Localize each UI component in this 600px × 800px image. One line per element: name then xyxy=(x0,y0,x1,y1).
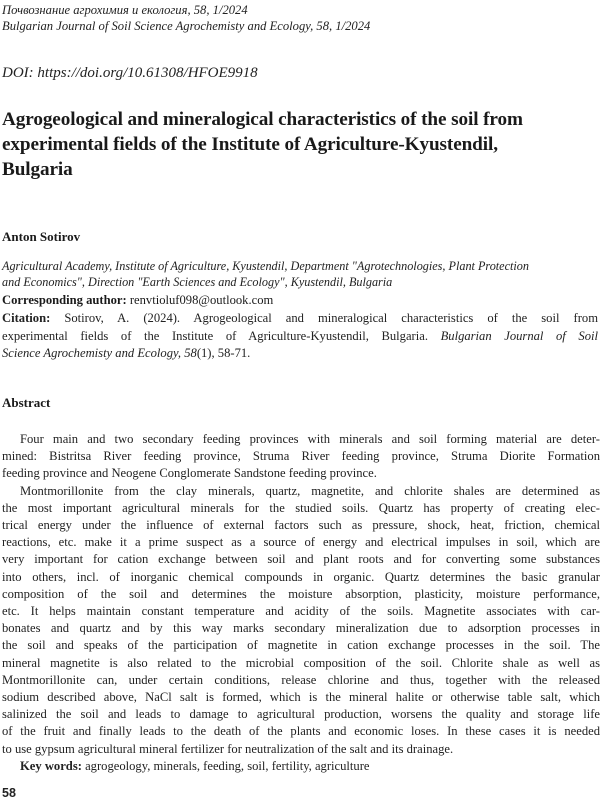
journal-name-english: Bulgarian Journal of Soil Science Agrochemisty and Ecology, 58, 1/2024 xyxy=(2,19,371,33)
title-line: experimental fields of the Institute of Agriculture-Kyustendil, xyxy=(2,134,498,155)
affiliation-line: Agricultural Academy, Institute of Agriculture, Kyustendil, Department "Agrotechnologies, Plant Protection xyxy=(2,259,529,273)
abstract-line: etc. It helps maintain constant temperature and acidity of the soils. Magnetite associates with car- xyxy=(2,604,600,619)
citation-line xyxy=(2,345,598,363)
abstract-line: the soil and speaks of the participation of magnetite in cation exchange processes in the soil. The xyxy=(2,638,600,653)
corresponding-author-email[interactable]: renvtioluf098@outlook.com xyxy=(129,293,274,307)
author-name: Anton Sotirov xyxy=(2,229,81,244)
abstract-line: reactions, etc. make it a prime suspect as a source of energy and electrical impulses in soil, which are xyxy=(2,535,600,550)
abstract-line: very important for cation exchange between soil and plant roots and for converting some substances xyxy=(2,552,600,567)
title-line: Bulgaria xyxy=(2,159,73,180)
article-title xyxy=(2,107,600,182)
keywords-list: agrogeology, minerals, feeding, soil, fertility, agriculture xyxy=(85,758,370,773)
abstract-line: of the fruit and finally leads to the death of the plants and economic loses. In these cases it is needed xyxy=(2,724,600,739)
keywords xyxy=(2,758,600,775)
citation-label: Citation: xyxy=(2,311,51,325)
abstract-body xyxy=(2,431,600,775)
citation-volume: 58 xyxy=(184,346,197,360)
journal-name-bulgarian: Почвознание агрохимия и екология, 58, 1/2024 xyxy=(2,3,248,17)
citation-block xyxy=(2,310,598,363)
citation-line xyxy=(2,328,598,346)
affiliation-line: and Economics", Direction "Earth Sciences and Ecology", Kyustendil, Bulgaria xyxy=(2,275,393,289)
title-line: Agrogeological and mineralogical characteristics of the soil from xyxy=(2,109,523,130)
corresponding-author xyxy=(2,293,273,308)
abstract-line: sodium described above, NaCl salt is formed, which is the mineral halite or otherwise table salt, which xyxy=(2,690,600,705)
abstract-line: trical energy under the influence of external factors such as pressure, shock, heat, friction, chemical xyxy=(2,518,600,533)
abstract-line: composition of the soil and determines the moisture absorption, plasticity, moisture performance, xyxy=(2,586,600,601)
doi-link[interactable]: DOI: https://doi.org/10.61308/HFOE9918 xyxy=(2,65,258,81)
abstract-line: salinized the soil and leads to damage to agricultural production, worsens the quality and storage life xyxy=(2,707,600,722)
abstract-line: mineral magnetite is also related to the microbial composition of the soil. Chlorite shale as well as xyxy=(2,655,600,670)
citation-text: Sotirov, A. (2024). Agrogeological and mineralogical characteristics of the soil from xyxy=(64,311,598,325)
corresponding-author-label: Corresponding author: xyxy=(2,293,127,307)
citation-line xyxy=(2,310,598,328)
abstract-line: Four main and two secondary feeding provinces with minerals and soil forming material are deter- xyxy=(20,432,600,446)
citation-journal: Bulgarian Journal of Soil xyxy=(440,328,598,343)
abstract-line: into others, incl. of inorganic chemical compounds in organic. Quartz determines the basic granular xyxy=(2,569,600,584)
citation-text: experimental fields of the Institute of Agriculture-Kyustendil, Bulgaria. xyxy=(2,328,428,343)
abstract-line: bonates and quartz and by this way marks secondary mineralization due to adsorption processes in xyxy=(2,621,600,636)
citation-pages: (1), 58-71. xyxy=(196,346,251,360)
author-affiliation xyxy=(2,258,600,290)
abstract-line: to use gypsum agricultural mineral fertilizer for neutralization of the salt and its drainage. xyxy=(2,741,454,756)
abstract-heading: Abstract xyxy=(2,395,51,410)
abstract-line: Montmorillonite can, under certain conditions, release chlorine and thus, together with the released xyxy=(2,672,600,687)
page-number: 58 xyxy=(2,786,16,800)
abstract-line: the most important agricultural minerals for the studied soils. Quartz has property of creating elec- xyxy=(2,500,600,515)
keywords-label: Key words: xyxy=(20,758,82,773)
abstract-line: feeding province and Neogene Conglomerate Sandstone feeding province. xyxy=(2,466,377,481)
abstract-line: Montmorillonite from the clay minerals, quartz, magnetite, and chlorite shales are determined as xyxy=(20,483,600,498)
citation-journal: Science Agrochemisty and Ecology, xyxy=(2,346,182,360)
abstract-line: mined: Bistritsa River feeding province, Struma River feeding province, Struma Diorite Formation xyxy=(2,449,600,464)
